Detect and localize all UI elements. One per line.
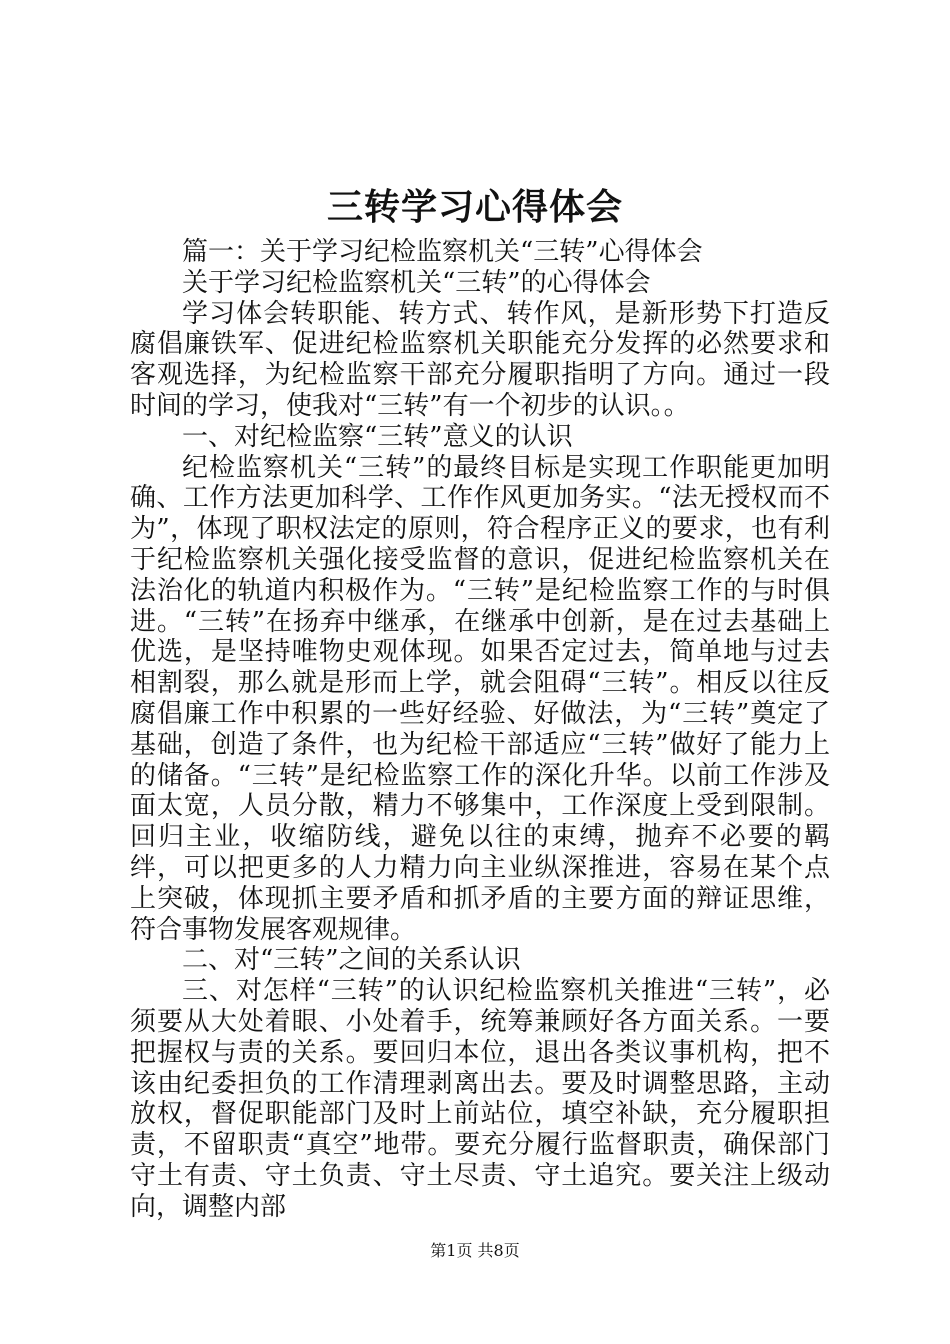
document-body: [130, 237, 830, 1223]
paragraph-subtitle: 关于学习纪检监察机关“三转”的心得体会: [182, 267, 651, 298]
section-heading-one: 一、对纪检监察“三转”意义的认识: [182, 421, 573, 452]
paragraph-intro: 学习体会转职能、转方式、转作风，是新形势下打造反腐倡廉铁军、促进纪检监察机关职能充分发挥的必然要求和客观选择，为纪检监察干部充分履职指明了方向。通过一段时间的学习，使我对“三转”有一个初步的认识。。: [130, 298, 830, 421]
page-title: 三转学习心得体会: [326, 186, 623, 228]
section-heading-two: 二、对“三转”之间的关系认识: [182, 945, 521, 976]
paragraph-section-three: 三、对怎样“三转”的认识纪检监察机关推进“三转”，必须要从大处着眼、小处着手，统筹兼顾好各方面关系。一要把握权与责的关系。要回归本位，退出各类议事机构，把不该由纪委担负的工作清理剥离出去。要及时调整思路，主动放权，督促职能部门及时上前站位，填空补缺，充分履职担责，不留职责“真空”地带。要充分履行监督职责，确保部门守土有责、守土负责、守土尽责、守土追究。要关注上级动向，调整内部: [130, 976, 830, 1222]
paragraph-heading-part-one: 篇一：关于学习纪检监察机关“三转”心得体会: [182, 237, 703, 267]
page-footer: 第1页 共8页: [430, 1241, 520, 1260]
paragraph-section-one: 纪检监察机关“三转”的最终目标是实现工作职能更加明确、工作方法更加科学、工作作风更加务实。“法无授权而不为”，体现了职权法定的原则，符合程序正义的要求，也有利于纪检监察机关强化接受监督的意识，促进纪检监察机关在法治化的轨道内积极作为。“三转”是纪检监察工作的与时俱进。“三转”在扬弃中继承，在继承中创新，是在过去基础上优选，是坚持唯物史观体现。如果否定过去，简单地与过去相割裂，那么就是形而上学，就会阻碍“三转”。相反以往反腐倡廉工作中积累的一些好经验、好做法，为“三转”奠定了基础，创造了条件，也为纪检干部适应“三转”做好了能力上的储备。“三转”是纪检监察工作的深化升华。以前工作涉及面太宽，人员分散，精力不够集中，工作深度上受到限制。回归主业，收缩防线，避免以往的束缚，抛弃不必要的羁绊，可以把更多的人力精力向主业纵深推进，容易在某个点上突破，体现抓主要矛盾和抓矛盾的主要方面的辩证思维，符合事物发展客观规律。: [130, 452, 830, 945]
